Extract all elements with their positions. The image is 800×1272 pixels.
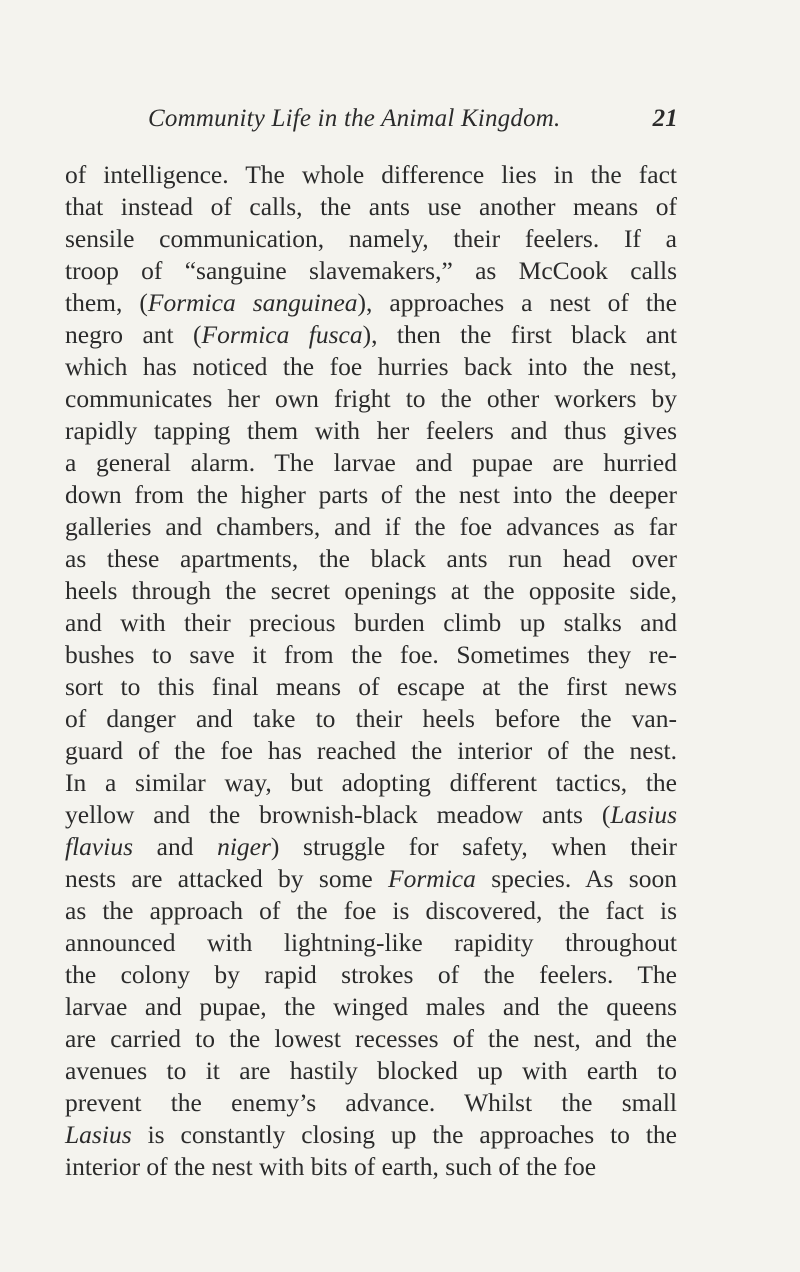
text-line: of danger and take to their heels before the van- [65,704,677,733]
text-line: them, (Formica sanguinea), approaches a nest of the [65,288,677,317]
text-line: of intelligence. The whole difference lies in the fact [65,160,677,189]
text-line: a general alarm. The larvae and pupae are hurried [65,448,677,477]
text-line: flavius and niger) struggle for safety, when their [65,832,677,861]
text-line: sensile communication, namely, their feelers. If a [65,224,677,253]
text-line: negro ant (Formica fusca), then the first black ant [65,320,677,349]
text-line: nests are attacked by some Formica species. As soon [65,864,677,893]
text-line: as the approach of the foe is discovered, the fact is [65,896,677,925]
text-line: In a similar way, but adopting different tactics, the [65,768,677,797]
text-line: bushes to save it from the foe. Sometimes they re- [65,640,677,669]
text-line: rapidly tapping them with her feelers and thus gives [65,416,677,445]
text-line: as these apartments, the black ants run head over [65,544,677,573]
text-line: the colony by rapid strokes of the feelers. The [65,960,677,989]
text-line: larvae and pupae, the winged males and the queens [65,992,677,1021]
page-number: 21 [652,105,678,132]
text-line: prevent the enemy’s advance. Whilst the small [65,1088,677,1117]
text-line: interior of the nest with bits of earth, such of the foe [65,1152,597,1181]
text-line: communicates her own fright to the other workers by [65,384,677,413]
text-line: troop of “sanguine slavemakers,” as McCook calls [65,256,677,285]
text-line: and with their precious burden climb up stalks and [65,608,677,637]
text-line: Lasius is constantly closing up the approaches to the [65,1120,677,1149]
text-line: that instead of calls, the ants use another means of [65,192,677,221]
text-line: heels through the secret openings at the opposite side, [65,576,677,605]
text-line: are carried to the lowest recesses of the nest, and the [65,1024,677,1053]
text-line: down from the higher parts of the nest into the deeper [65,480,677,509]
text-line: guard of the foe has reached the interior of the nest. [65,736,677,765]
text-line: which has noticed the foe hurries back into the nest, [65,352,677,381]
text-line: avenues to it are hastily blocked up with earth to [65,1056,677,1085]
text-line: yellow and the brownish-black meadow ants (Lasius [65,800,677,829]
running-title: Community Life in the Animal Kingdom. [148,105,561,132]
page-header [148,105,678,133]
text-line: sort to this final means of escape at the first news [65,672,677,701]
body-text [65,159,677,1183]
text-line: galleries and chambers, and if the foe advances as far [65,512,677,541]
text-line: announced with lightning-like rapidity throughout [65,928,677,957]
